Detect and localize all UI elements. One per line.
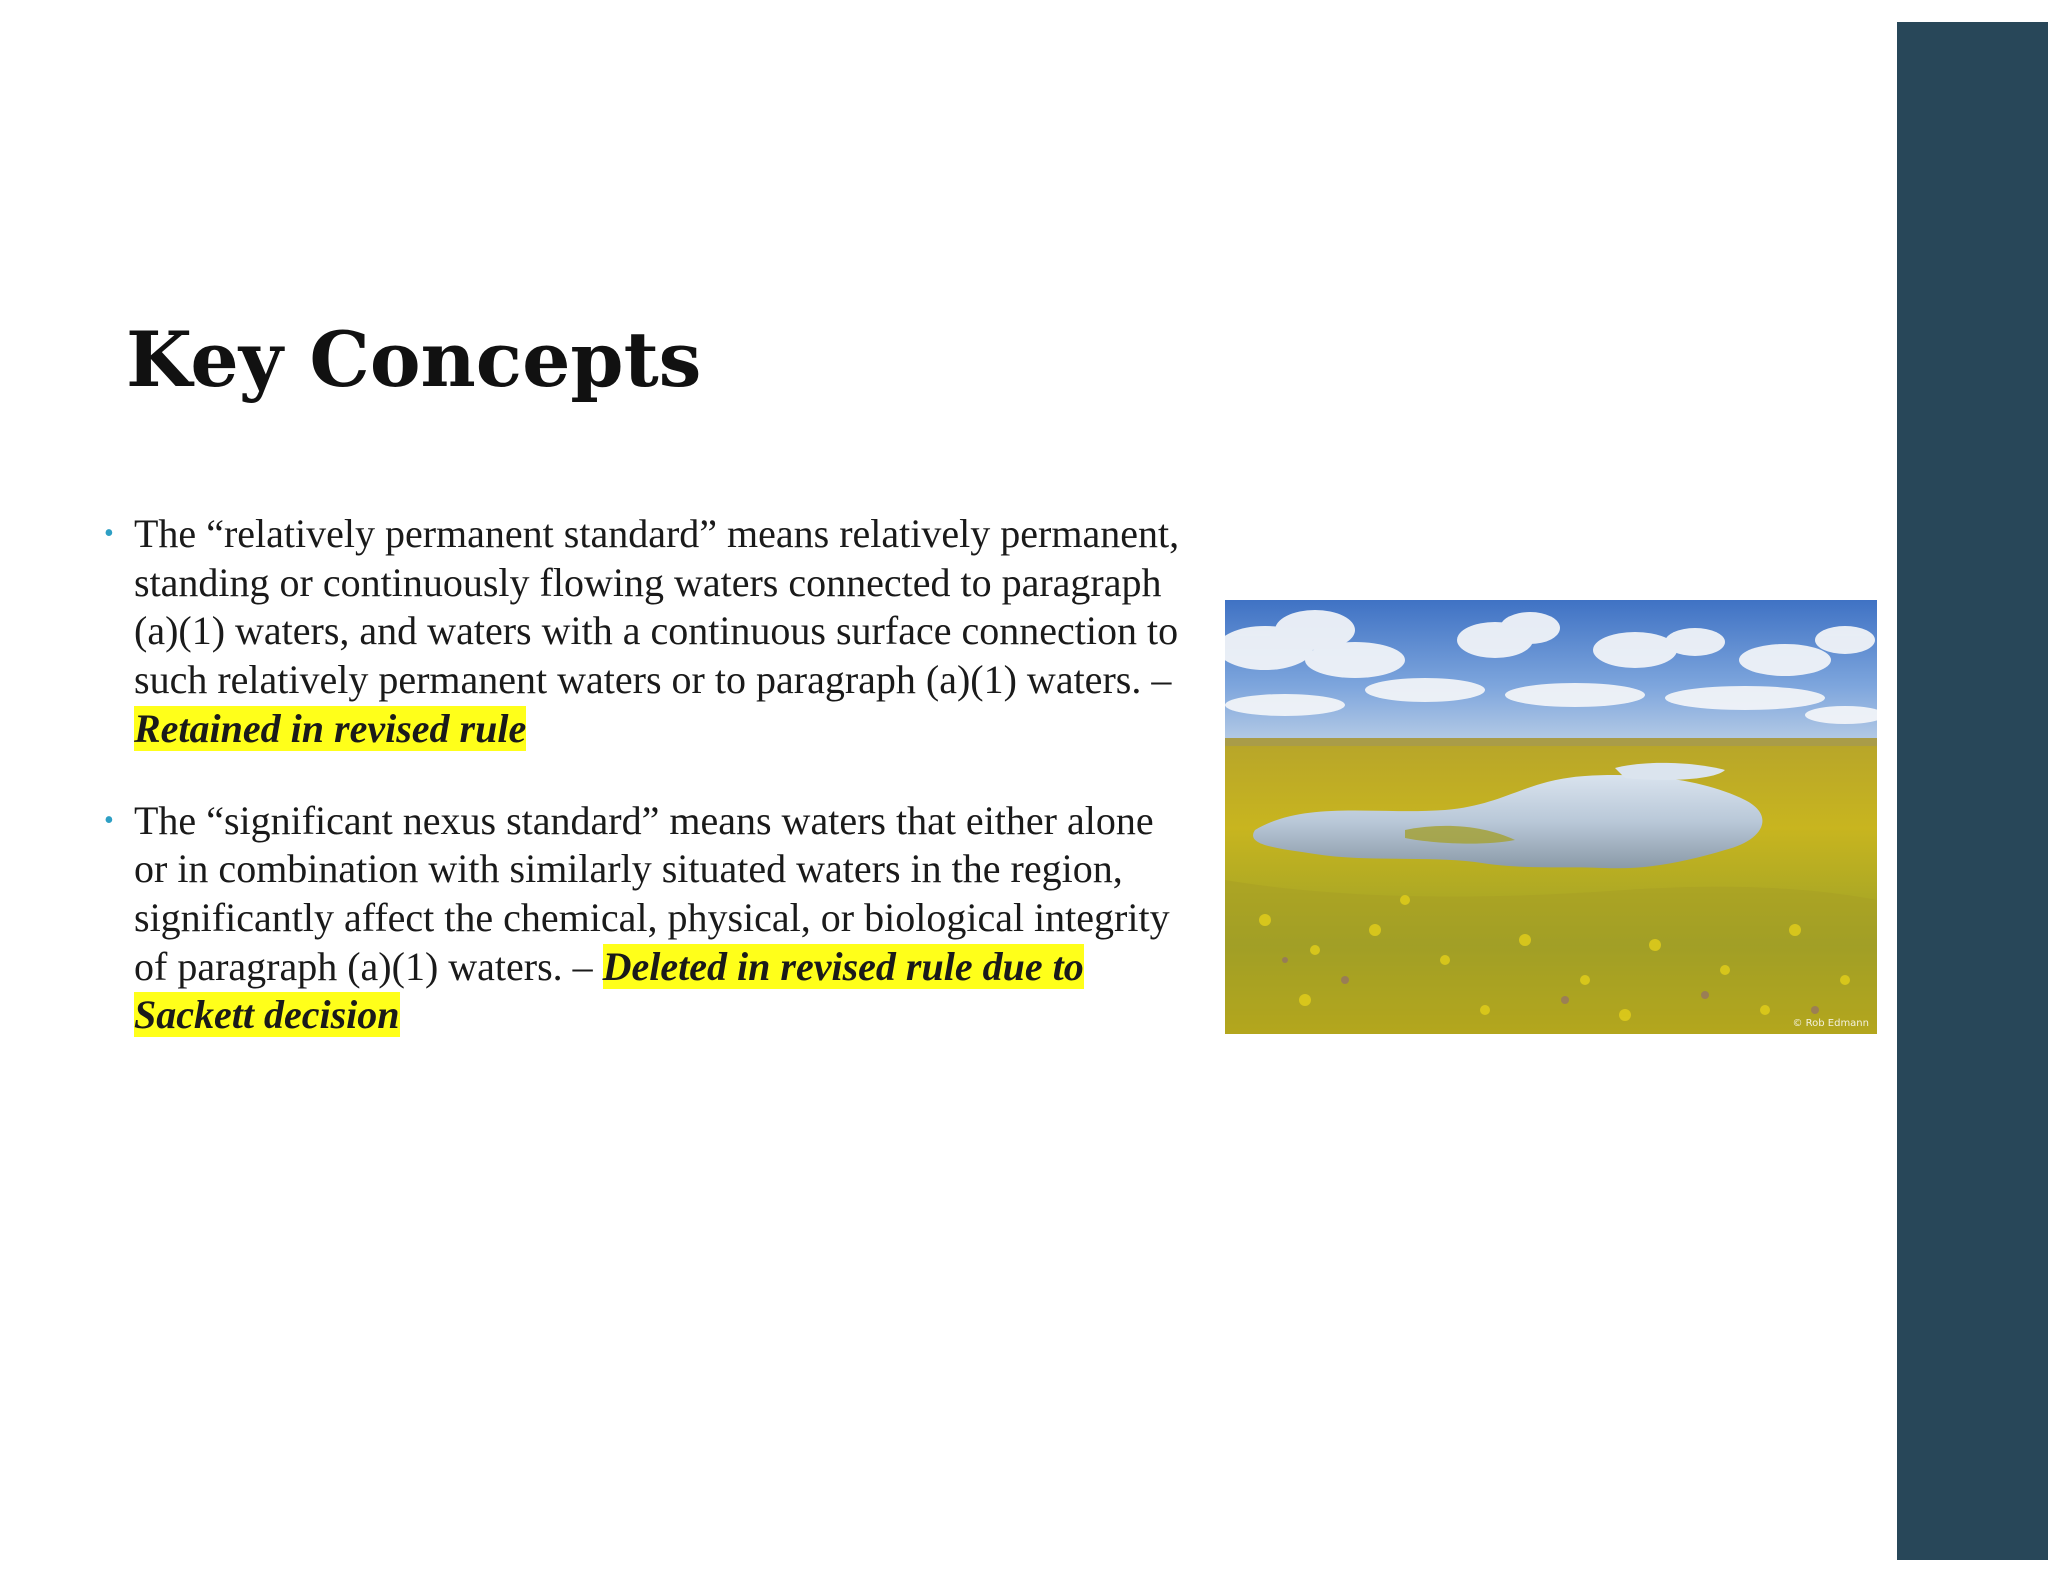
bullet-item-significant-nexus: [100, 797, 1185, 1041]
bullet-dot-icon: •: [104, 518, 114, 549]
bullet-text: The “significant nexus standard” means waters that either alone or in combination with similarly situated waters in the region, significantly affect the chemical, physical, or biological integrity of paragraph (a)(1) waters. –: [134, 797, 1170, 989]
bullet-list: [100, 510, 1185, 1083]
bullet-highlight: Deleted in revised rule due to Sackett decision: [134, 943, 1084, 1038]
bullet-dot-icon: •: [104, 804, 114, 836]
bullet-item-relatively-permanent: [100, 510, 1185, 754]
wetland-wildflower-photo: [1225, 600, 1877, 1034]
slide-title: Key Concepts: [126, 315, 702, 404]
bullet-highlight: Retained in revised rule: [134, 705, 527, 751]
photo-credit: © Rob Edmann: [1792, 1018, 1869, 1029]
bullet-text: The “relatively permanent standard” means relatively permanent, standing or continuously flowing waters connected to paragraph (a)(1) waters, and waters with a continuous surface connection to such relatively permanent waters or to paragraph (a)(1) waters. –: [134, 511, 1180, 703]
sidebar-accent: [1897, 22, 2048, 1560]
